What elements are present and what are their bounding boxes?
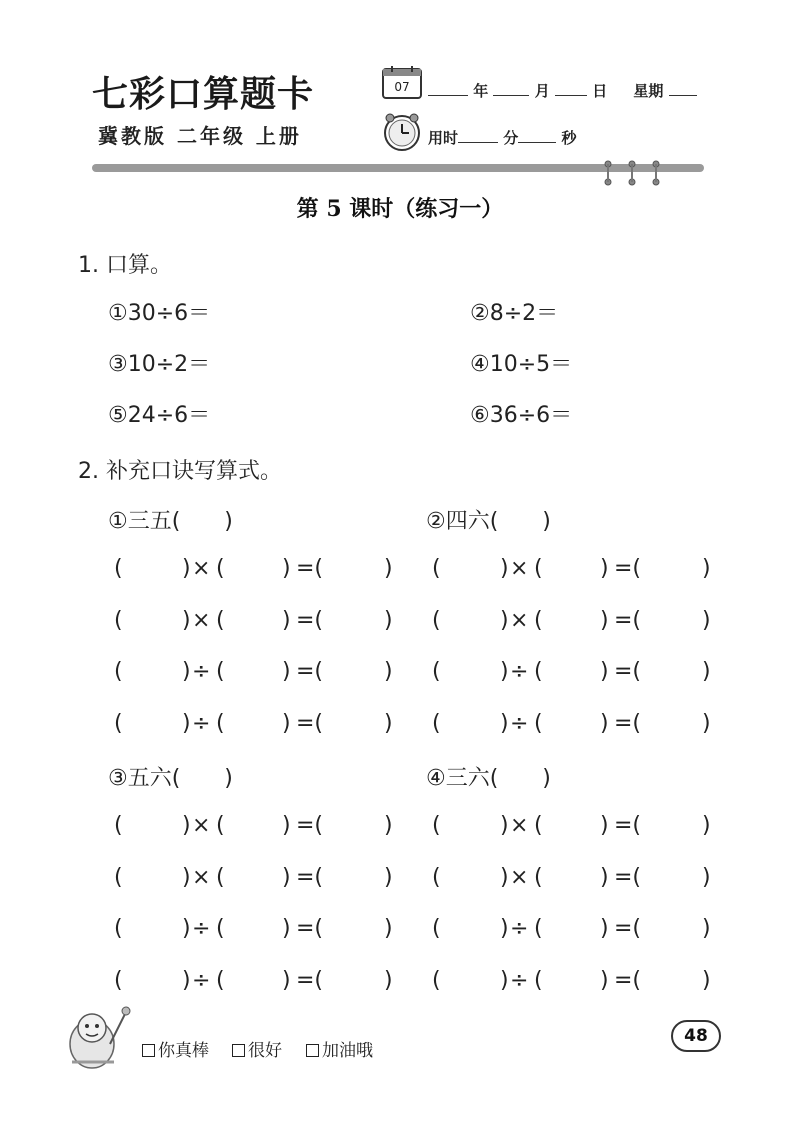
equation-row bbox=[426, 968, 716, 998]
edition-label: 冀教版 二年级 上册 bbox=[98, 124, 302, 148]
close-paren: ) bbox=[384, 556, 393, 581]
answer-blank[interactable] bbox=[224, 711, 278, 739]
equals-open: =( bbox=[614, 967, 642, 993]
operator: ÷ bbox=[510, 967, 529, 993]
lesson-title: 第 5 课时（练习一） bbox=[296, 196, 504, 222]
equals-open: =( bbox=[296, 710, 324, 736]
weekday-blank[interactable] bbox=[669, 82, 697, 96]
open-paren: ( bbox=[114, 710, 123, 736]
answer-blank[interactable] bbox=[542, 659, 596, 687]
answer-blank[interactable] bbox=[638, 608, 698, 636]
operator: × bbox=[510, 556, 529, 581]
answer-blank[interactable] bbox=[122, 865, 178, 893]
operator: × bbox=[192, 556, 211, 581]
operator: × bbox=[510, 864, 529, 890]
answer-blank[interactable] bbox=[440, 659, 496, 687]
operator: × bbox=[192, 813, 211, 838]
close-paren: ) bbox=[600, 916, 609, 941]
oral-calc-item: ⑥36÷6＝ bbox=[470, 403, 573, 428]
close-paren: ) bbox=[500, 864, 509, 890]
close-paren: ) bbox=[182, 710, 191, 736]
open-paren: ( bbox=[114, 659, 123, 684]
answer-blank[interactable] bbox=[440, 865, 496, 893]
answer-blank[interactable] bbox=[542, 813, 596, 841]
close-paren: ) bbox=[500, 607, 509, 633]
equals-open: =( bbox=[614, 916, 642, 941]
close-paren: ) bbox=[600, 813, 609, 838]
brand-title: 七彩口算题卡 bbox=[92, 73, 315, 115]
close-paren: ) bbox=[500, 916, 509, 941]
equation-row bbox=[108, 813, 398, 843]
answer-blank[interactable] bbox=[542, 711, 596, 739]
year-blank[interactable] bbox=[428, 82, 468, 96]
answer-blank[interactable] bbox=[542, 608, 596, 636]
close-paren: ) bbox=[282, 710, 291, 736]
equation-row bbox=[426, 608, 716, 638]
close-paren: ) bbox=[182, 659, 191, 684]
close-paren: ) bbox=[282, 864, 291, 890]
close-paren: ) bbox=[384, 864, 393, 890]
equation-row bbox=[108, 659, 398, 689]
rating-good[interactable] bbox=[232, 1036, 282, 1061]
close-paren: ) bbox=[384, 916, 393, 941]
clock-icon bbox=[382, 112, 422, 156]
answer-blank[interactable] bbox=[320, 813, 380, 841]
open-paren: ( bbox=[216, 659, 225, 684]
close-paren: ) bbox=[702, 659, 711, 684]
rating-good-label: 很好 bbox=[248, 1041, 282, 1061]
close-paren: ) bbox=[182, 864, 191, 890]
mnemonic-label: ①三五( ) bbox=[108, 509, 233, 534]
close-paren: ) bbox=[702, 916, 711, 941]
equation-row bbox=[426, 711, 716, 741]
close-paren: ) bbox=[500, 710, 509, 736]
second-label: 秒 bbox=[561, 129, 577, 147]
equals-open: =( bbox=[614, 607, 642, 633]
answer-blank[interactable] bbox=[440, 556, 496, 584]
close-paren: ) bbox=[702, 556, 711, 581]
equals-open: =( bbox=[614, 813, 642, 838]
open-paren: ( bbox=[534, 607, 543, 633]
divider-beads-icon bbox=[598, 160, 678, 192]
close-paren: ) bbox=[182, 556, 191, 581]
open-paren: ( bbox=[534, 916, 543, 941]
open-paren: ( bbox=[216, 916, 225, 941]
operator: ÷ bbox=[192, 916, 211, 941]
equals-open: =( bbox=[614, 659, 642, 684]
close-paren: ) bbox=[500, 813, 509, 838]
answer-blank[interactable] bbox=[122, 916, 178, 944]
answer-blank[interactable] bbox=[224, 813, 278, 841]
answer-blank[interactable] bbox=[440, 608, 496, 636]
oral-calc-item: ①30÷6＝ bbox=[108, 301, 211, 326]
day-blank[interactable] bbox=[555, 82, 587, 96]
rating-great-label: 你真棒 bbox=[158, 1041, 209, 1061]
close-paren: ) bbox=[702, 967, 711, 993]
answer-blank[interactable] bbox=[122, 659, 178, 687]
answer-blank[interactable] bbox=[440, 813, 496, 841]
answer-blank[interactable] bbox=[638, 916, 698, 944]
answer-blank[interactable] bbox=[638, 659, 698, 687]
equals-open: =( bbox=[614, 556, 642, 581]
answer-blank[interactable] bbox=[320, 608, 380, 636]
oral-calc-item: ③10÷2＝ bbox=[108, 352, 211, 377]
mnemonic-label: ③五六( ) bbox=[108, 766, 233, 791]
close-paren: ) bbox=[702, 607, 711, 633]
close-paren: ) bbox=[500, 556, 509, 581]
rating-keep-going-checkbox[interactable] bbox=[306, 1044, 319, 1057]
answer-blank[interactable] bbox=[638, 813, 698, 841]
page-number: 48 bbox=[671, 1020, 721, 1052]
operator: ÷ bbox=[192, 967, 211, 993]
answer-blank[interactable] bbox=[320, 711, 380, 739]
open-paren: ( bbox=[432, 813, 441, 838]
oral-calc-item: ⑤24÷6＝ bbox=[108, 403, 211, 428]
answer-blank[interactable] bbox=[320, 556, 380, 584]
operator: × bbox=[192, 607, 211, 633]
close-paren: ) bbox=[282, 916, 291, 941]
calendar-icon bbox=[382, 66, 422, 104]
minute-label: 分 bbox=[503, 129, 519, 147]
answer-blank[interactable] bbox=[224, 916, 278, 944]
answer-blank[interactable] bbox=[440, 916, 496, 944]
close-paren: ) bbox=[182, 813, 191, 838]
open-paren: ( bbox=[432, 556, 441, 581]
answer-blank[interactable] bbox=[542, 865, 596, 893]
operator: ÷ bbox=[510, 916, 529, 941]
equation-row bbox=[108, 916, 398, 946]
oral-calc-item: ②8÷2＝ bbox=[470, 301, 559, 326]
answer-blank[interactable] bbox=[320, 916, 380, 944]
answer-blank[interactable] bbox=[638, 711, 698, 739]
answer-blank[interactable] bbox=[542, 968, 596, 996]
close-paren: ) bbox=[182, 967, 191, 993]
equation-row bbox=[108, 968, 398, 998]
open-paren: ( bbox=[114, 556, 123, 581]
answer-blank[interactable] bbox=[122, 608, 178, 636]
open-paren: ( bbox=[216, 813, 225, 838]
weekday-label: 星期 bbox=[633, 82, 664, 100]
close-paren: ) bbox=[702, 813, 711, 838]
section1-title: 1. 口算。 bbox=[78, 253, 172, 278]
open-paren: ( bbox=[216, 710, 225, 736]
operator: × bbox=[192, 864, 211, 890]
answer-blank[interactable] bbox=[542, 556, 596, 584]
year-label: 年 bbox=[473, 82, 489, 100]
open-paren: ( bbox=[432, 710, 441, 736]
open-paren: ( bbox=[114, 916, 123, 941]
close-paren: ) bbox=[384, 607, 393, 633]
equation-row bbox=[426, 916, 716, 946]
answer-blank[interactable] bbox=[224, 865, 278, 893]
answer-blank[interactable] bbox=[224, 556, 278, 584]
close-paren: ) bbox=[702, 710, 711, 736]
close-paren: ) bbox=[500, 967, 509, 993]
answer-blank[interactable] bbox=[320, 968, 380, 996]
equals-open: =( bbox=[296, 607, 324, 633]
mnemonic-label: ②四六( ) bbox=[426, 509, 551, 534]
answer-blank[interactable] bbox=[224, 659, 278, 687]
equation-row bbox=[108, 711, 398, 741]
close-paren: ) bbox=[600, 710, 609, 736]
time-fields bbox=[428, 127, 577, 148]
calendar-day: 07 bbox=[394, 80, 410, 94]
open-paren: ( bbox=[432, 607, 441, 633]
section2-title: 2. 补充口诀写算式。 bbox=[78, 459, 282, 484]
equals-open: =( bbox=[296, 659, 324, 684]
equals-open: =( bbox=[614, 710, 642, 736]
open-paren: ( bbox=[432, 864, 441, 890]
open-paren: ( bbox=[534, 813, 543, 838]
equation-row bbox=[426, 556, 716, 586]
close-paren: ) bbox=[384, 967, 393, 993]
close-paren: ) bbox=[384, 813, 393, 838]
answer-blank[interactable] bbox=[320, 865, 380, 893]
equals-open: =( bbox=[296, 864, 324, 890]
open-paren: ( bbox=[216, 607, 225, 633]
equation-row bbox=[108, 608, 398, 638]
operator: × bbox=[510, 607, 529, 633]
close-paren: ) bbox=[600, 967, 609, 993]
close-paren: ) bbox=[600, 659, 609, 684]
close-paren: ) bbox=[282, 659, 291, 684]
close-paren: ) bbox=[282, 967, 291, 993]
close-paren: ) bbox=[600, 556, 609, 581]
oral-calc-item: ④10÷5＝ bbox=[470, 352, 573, 377]
answer-blank[interactable] bbox=[638, 865, 698, 893]
equation-row bbox=[108, 865, 398, 895]
close-paren: ) bbox=[282, 813, 291, 838]
operator: ÷ bbox=[192, 710, 211, 736]
close-paren: ) bbox=[702, 864, 711, 890]
open-paren: ( bbox=[534, 864, 543, 890]
operator: ÷ bbox=[510, 710, 529, 736]
equation-row bbox=[426, 865, 716, 895]
answer-blank[interactable] bbox=[440, 968, 496, 996]
equals-open: =( bbox=[296, 813, 324, 838]
close-paren: ) bbox=[600, 864, 609, 890]
open-paren: ( bbox=[432, 916, 441, 941]
close-paren: ) bbox=[384, 710, 393, 736]
open-paren: ( bbox=[114, 864, 123, 890]
month-blank[interactable] bbox=[493, 82, 529, 96]
mnemonic-label: ④三六( ) bbox=[426, 766, 551, 791]
open-paren: ( bbox=[432, 967, 441, 993]
answer-blank[interactable] bbox=[122, 968, 178, 996]
operator: × bbox=[510, 813, 529, 838]
open-paren: ( bbox=[534, 710, 543, 736]
close-paren: ) bbox=[384, 659, 393, 684]
minute-blank[interactable] bbox=[458, 129, 498, 143]
answer-blank[interactable] bbox=[122, 813, 178, 841]
answer-blank[interactable] bbox=[638, 556, 698, 584]
open-paren: ( bbox=[432, 659, 441, 684]
date-fields bbox=[428, 80, 697, 101]
close-paren: ) bbox=[500, 659, 509, 684]
second-blank[interactable] bbox=[518, 129, 556, 143]
equals-open: =( bbox=[614, 864, 642, 890]
rating-keep-going[interactable] bbox=[306, 1036, 373, 1061]
answer-blank[interactable] bbox=[122, 711, 178, 739]
month-label: 月 bbox=[534, 82, 550, 100]
equals-open: =( bbox=[296, 916, 324, 941]
open-paren: ( bbox=[216, 556, 225, 581]
answer-blank[interactable] bbox=[224, 968, 278, 996]
equals-open: =( bbox=[296, 967, 324, 993]
close-paren: ) bbox=[182, 607, 191, 633]
rating-keep-going-label: 加油哦 bbox=[322, 1041, 373, 1061]
open-paren: ( bbox=[534, 967, 543, 993]
mascot-icon bbox=[62, 1004, 134, 1076]
open-paren: ( bbox=[216, 864, 225, 890]
open-paren: ( bbox=[114, 967, 123, 993]
close-paren: ) bbox=[282, 607, 291, 633]
equation-row bbox=[426, 813, 716, 843]
answer-blank[interactable] bbox=[440, 711, 496, 739]
rating-good-checkbox[interactable] bbox=[232, 1044, 245, 1057]
answer-blank[interactable] bbox=[122, 556, 178, 584]
answer-blank[interactable] bbox=[320, 659, 380, 687]
equals-open: =( bbox=[296, 556, 324, 581]
rating-great[interactable] bbox=[142, 1036, 209, 1061]
operator: ÷ bbox=[510, 659, 529, 684]
operator: ÷ bbox=[192, 659, 211, 684]
open-paren: ( bbox=[114, 607, 123, 633]
rating-great-checkbox[interactable] bbox=[142, 1044, 155, 1057]
equation-row bbox=[108, 556, 398, 586]
close-paren: ) bbox=[600, 607, 609, 633]
answer-blank[interactable] bbox=[224, 608, 278, 636]
close-paren: ) bbox=[182, 916, 191, 941]
open-paren: ( bbox=[534, 659, 543, 684]
equation-row bbox=[426, 659, 716, 689]
time-label: 用时 bbox=[428, 129, 459, 147]
answer-blank[interactable] bbox=[542, 916, 596, 944]
open-paren: ( bbox=[534, 556, 543, 581]
open-paren: ( bbox=[216, 967, 225, 993]
close-paren: ) bbox=[282, 556, 291, 581]
answer-blank[interactable] bbox=[638, 968, 698, 996]
open-paren: ( bbox=[114, 813, 123, 838]
day-label: 日 bbox=[592, 82, 608, 100]
